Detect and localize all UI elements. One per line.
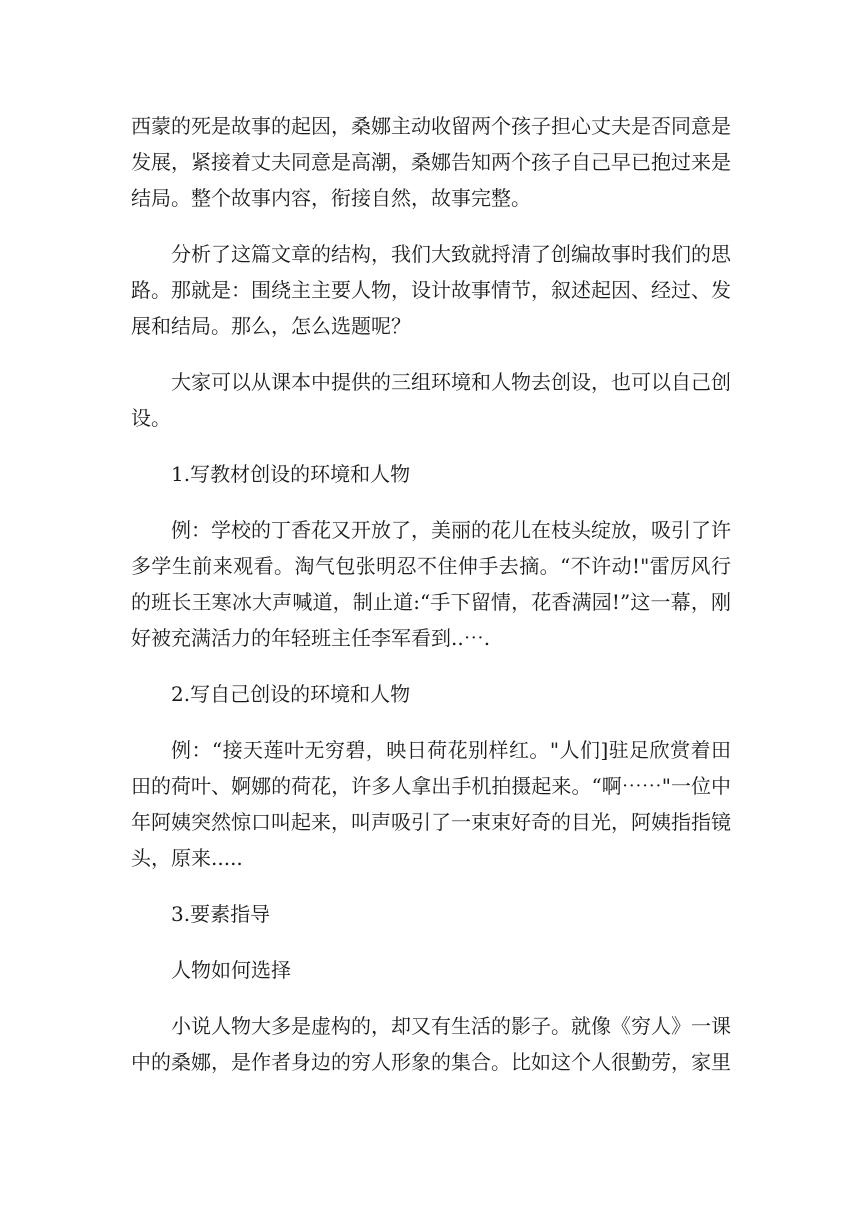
paragraph-topic-choice: 大家可以从课本中提供的三组环境和人物去创设，也可以自己创设。	[131, 370, 731, 430]
document-body	[131, 108, 731, 1100]
heading-own-setting: 2.写自己创设的环境和人物	[171, 682, 411, 706]
paragraph-character-fiction: 小说人物大多是虚构的，却又有生活的影子。就像《穷人》一课中的桑娜，是作者身边的穷人形象的集合。比如这个人很勤劳，家里	[131, 1014, 731, 1074]
heading-character-choice: 人物如何选择	[171, 958, 291, 982]
paragraph-example-lotus: 例：“接天莲叶无穷碧，映日荷花别样红。"人们]驻足欣赏着田田的荷叶、婀娜的荷花，许多人拿出手机拍摄起来。“啊⋯⋯"一位中年阿姨突然惊口叫起来，叫声吸引了一束束好奇的目光，阿姨指指镜头，原来.....	[131, 738, 731, 870]
paragraph-story-structure: 西蒙的死是故事的起因，桑娜主动收留两个孩子担心丈夫是否同意是发展，紧接着丈夫同意是高潮，桑娜告知两个孩子自己早已抱过来是结局。整个故事内容，衔接自然，故事完整。	[131, 114, 731, 210]
paragraph-example-lilac: 例：学校的丁香花又开放了，美丽的花儿在枝头绽放，吸引了许多学生前来观看。淘气包张明忍不住伸手去摘。“不许动!"雷厉风行的班长王寒冰大声喊道，制止道:“手下留情，花香满园!”这一幕，刚好被充满活力的年轻班主任李军看到..⋯.	[131, 518, 731, 650]
heading-element-guidance: 3.要素指导	[171, 902, 271, 926]
paragraph-analysis: 分析了这篇文章的结构，我们大致就捋清了创编故事时我们的思路。那就是：围绕主主要人物，设计故事情节，叙述起因、经过、发展和结局。那么，怎么选题呢？	[131, 242, 731, 338]
heading-textbook-setting: 1.写教材创设的环境和人物	[171, 462, 411, 486]
